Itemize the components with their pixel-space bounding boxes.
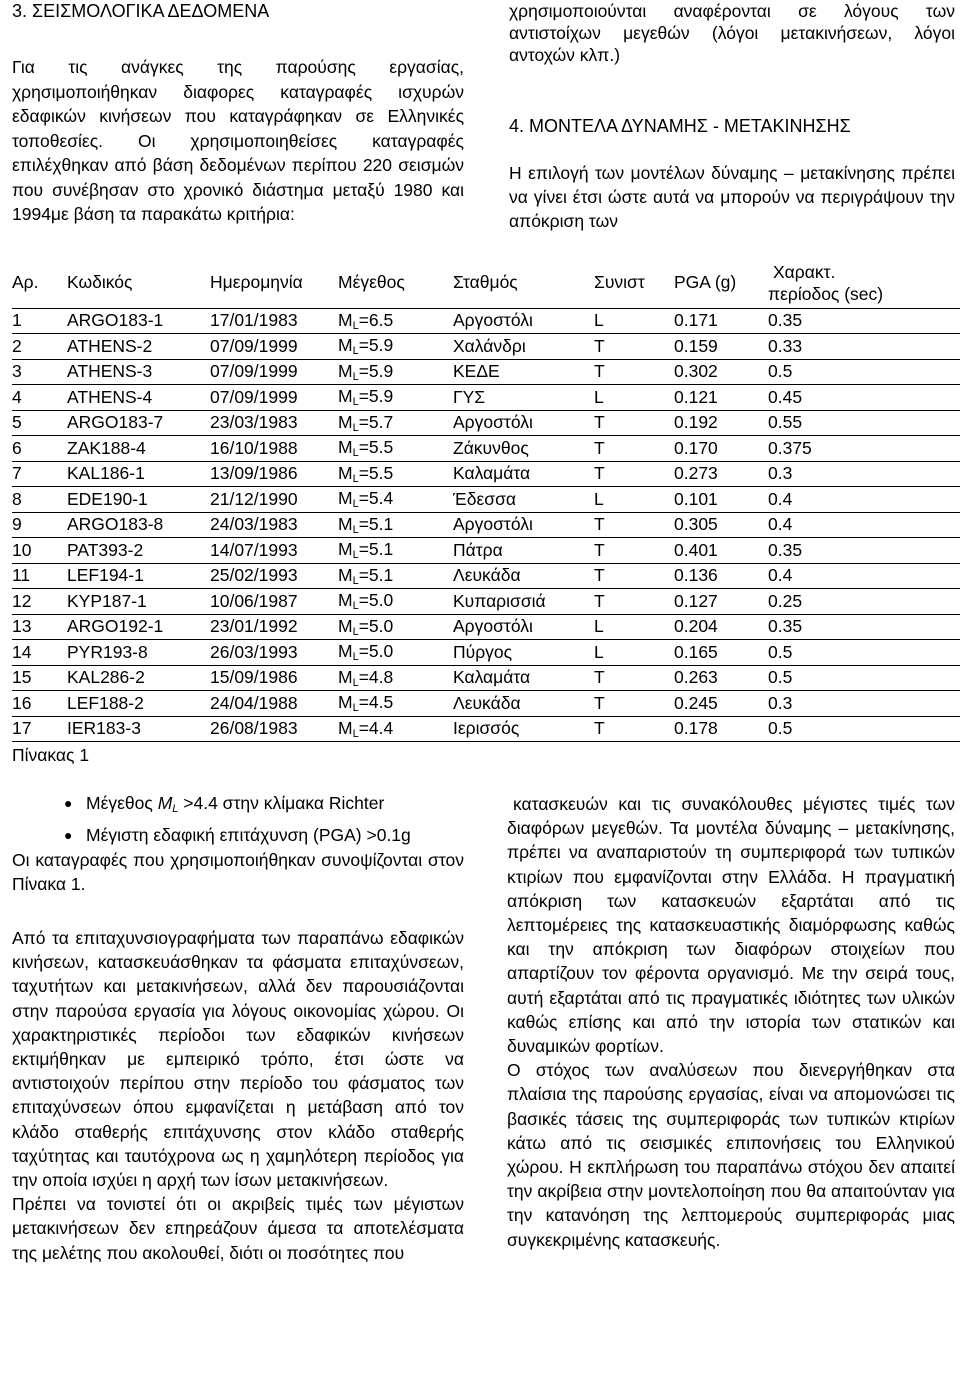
cell-station: Πύργος [453,640,594,666]
cell-pga: 0.170 [674,436,768,462]
cell-period: 0.5 [768,640,960,666]
cell-comp: T [594,665,674,691]
cell-station: Λευκάδα [453,691,594,717]
table-row [12,512,960,538]
cell-mag: $M_L=5.5$ [338,436,453,462]
displacement-note-paragraph: Πρέπει να τονιστεί ότι οι ακριβείς τιμές των μέγιστων μετακινήσεων δεν επηρεάζουν άμεσα τα αποτελέσματα της μελέτης που ακολουθεί, διότι οι ποσότητες που [12,1194,464,1263]
cell-comp: L [594,385,674,411]
cell-comp: T [594,563,674,589]
cell-code: KYP187-1 [67,589,210,615]
cell-date: 23/01/1992 [210,614,338,640]
cell-no: 1 [12,308,67,334]
cell-station: Ζάκυνθος [453,436,594,462]
cell-period: 0.25 [768,589,960,615]
table-row [12,538,960,564]
header-magnitude: Μέγεθος [338,258,453,308]
cell-no: 16 [12,691,67,717]
cell-station: Καλαμάτα [453,461,594,487]
cell-comp: T [594,589,674,615]
cell-no: 11 [12,563,67,589]
table-row [12,334,960,360]
cell-code: PAT393-2 [67,538,210,564]
cell-date: 24/03/1983 [210,512,338,538]
header-date: Ημερομηνία [210,258,338,308]
cell-period: 0.35 [768,308,960,334]
cell-pga: 0.178 [674,716,768,742]
cell-period: 0.5 [768,716,960,742]
cell-pga: 0.401 [674,538,768,564]
cell-pga: 0.204 [674,614,768,640]
header-no: Αρ. [12,258,67,308]
cell-code: IER183-3 [67,716,210,742]
cell-no: 2 [12,334,67,360]
criteria-item-magnitude: ● Μέγεθος $M_L >4.4$ στην κλίμακα Richter [64,793,385,815]
table-row [12,665,960,691]
cell-date: 21/12/1990 [210,487,338,513]
cell-code: ARGO183-7 [67,410,210,436]
cell-no: 9 [12,512,67,538]
cell-date: 24/04/1988 [210,691,338,717]
table-row [12,640,960,666]
header-component: Συνιστ [594,258,674,308]
cell-pga: 0.302 [674,359,768,385]
cell-mag: $M_L=5.5$ [338,461,453,487]
cell-comp: T [594,512,674,538]
table-row [12,716,960,742]
cell-no: 15 [12,665,67,691]
table-body [12,308,960,742]
cell-date: 26/08/1983 [210,716,338,742]
summary-paragraph: Οι καταγραφές που χρησιμοποιήθηκαν συνοψίζονται στον Πίνακα 1. [12,850,464,894]
models-paragraph: κατασκευών και τις συνακόλουθες μέγιστες τιμές των διαφόρων μεγεθών. Τα μοντέλα δύναμης – μετακίνησης, πρέπει να αναπαριστούν τη συμπεριφορά των τυπικών κτιρίων που εμφανίζονται στην Ελλάδα. Η πραγματική απόκριση των κατασκευών εξαρτάται από τις λεπτομέρειες της κατασκευαστικής διαμόρφωσης καθώς και την απόκριση των διαφόρων στοιχείων που απαρτίζουν τον φέροντα οργανισμό. Με την σειρά τους, αυτή εξαρτάται από τις πραγματικές ιδιότητες των υλικών καθώς επίσης και από την ιστορία των στατικών και δυναμικών φορτίων. [507,794,955,1057]
cell-mag: $M_L=5.1$ [338,538,453,564]
cell-comp: T [594,436,674,462]
cell-no: 17 [12,716,67,742]
cell-mag: $M_L=5.7$ [338,410,453,436]
table-row [12,614,960,640]
table-row [12,385,960,411]
cell-period: 0.4 [768,487,960,513]
cell-code: ATHENS-4 [67,385,210,411]
cell-period: 0.45 [768,385,960,411]
cell-date: 14/07/1993 [210,538,338,564]
continued-paragraph: χρησιμοποιούνται αναφέρονται σε λόγους των αντιστοίχων μεγεθών (λόγοι μετακινήσεων, λόγοι αντοχών κλπ.) [509,1,955,65]
left-column-top [12,0,464,227]
cell-code: EDE190-1 [67,487,210,513]
cell-pga: 0.192 [674,410,768,436]
cell-period: 0.3 [768,691,960,717]
cell-code: ARGO183-8 [67,512,210,538]
cell-mag: $M_L=5.9$ [338,359,453,385]
earthquake-records-table-container [12,258,960,742]
cell-pga: 0.305 [674,512,768,538]
cell-station: Κυπαρισσιά [453,589,594,615]
cell-mag: $M_L=4.4$ [338,716,453,742]
cell-date: 07/09/1999 [210,334,338,360]
bullet-icon: ● [64,795,73,811]
table-row [12,691,960,717]
criteria-list [12,792,464,848]
cell-comp: T [594,359,674,385]
cell-date: 25/02/1993 [210,563,338,589]
cell-comp: T [594,691,674,717]
cell-period: 0.35 [768,538,960,564]
cell-no: 10 [12,538,67,564]
cell-date: 10/06/1987 [210,589,338,615]
cell-station: ΓΥΣ [453,385,594,411]
cell-station: Έδεσσα [453,487,594,513]
header-characteristic-period [768,258,960,308]
table-header-row [12,258,960,308]
cell-mag: $M_L=5.0$ [338,640,453,666]
cell-mag: $M_L=5.9$ [338,385,453,411]
cell-pga: 0.165 [674,640,768,666]
cell-mag: $M_L=4.8$ [338,665,453,691]
cell-station: Αργοστόλι [453,614,594,640]
cell-code: KAL286-2 [67,665,210,691]
earthquake-records-table [12,258,960,742]
cell-comp: L [594,308,674,334]
cell-period: 0.4 [768,563,960,589]
cell-pga: 0.171 [674,308,768,334]
cell-date: 16/10/1988 [210,436,338,462]
cell-pga: 0.127 [674,589,768,615]
cell-no: 13 [12,614,67,640]
cell-pga: 0.273 [674,461,768,487]
cell-no: 14 [12,640,67,666]
cell-comp: T [594,538,674,564]
cell-code: ARGO192-1 [67,614,210,640]
table-row [12,461,960,487]
cell-no: 6 [12,436,67,462]
cell-comp: L [594,487,674,513]
cell-code: PYR193-8 [67,640,210,666]
cell-period: 0.375 [768,436,960,462]
header-period-line2: περίοδος (sec) [768,283,884,304]
cell-no: 4 [12,385,67,411]
table-row [12,410,960,436]
left-column-bottom [12,792,464,1265]
cell-station: Λευκάδα [453,563,594,589]
header-period-line1: Χαρακτ. [773,261,836,282]
cell-date: 15/09/1986 [210,665,338,691]
header-station: Σταθμός [453,258,594,308]
table-row [12,436,960,462]
cell-pga: 0.159 [674,334,768,360]
cell-mag: $M_L=5.4$ [338,487,453,513]
cell-mag: $M_L=5.1$ [338,512,453,538]
cell-mag: $M_L=5.1$ [338,563,453,589]
cell-comp: L [594,614,674,640]
table-row [12,589,960,615]
cell-no: 3 [12,359,67,385]
cell-date: 26/03/1993 [210,640,338,666]
table-row [12,308,960,334]
right-column-top [509,0,955,233]
cell-pga: 0.263 [674,665,768,691]
table-row [12,487,960,513]
cell-date: 23/03/1983 [210,410,338,436]
cell-date: 17/01/1983 [210,308,338,334]
cell-mag: $M_L=6.5$ [338,308,453,334]
cell-station: Χαλάνδρι [453,334,594,360]
cell-station: Πάτρα [453,538,594,564]
cell-period: 0.33 [768,334,960,360]
cell-no: 8 [12,487,67,513]
cell-period: 0.55 [768,410,960,436]
cell-code: KAL186-1 [67,461,210,487]
cell-station: Αργοστόλι [453,410,594,436]
cell-date: 07/09/1999 [210,359,338,385]
section-3-heading: 3. ΣΕΙΣΜΟΛΟΓΙΚΑ ΔΕΔΟΜΕΝΑ [12,1,270,21]
spectra-paragraph: Από τα επιταχυνσιογραφήματα των παραπάνω εδαφικών κινήσεων, κατασκευάσθηκαν τα φάσματα επιταχύνσεων, ταχυτήτων και μετακινήσεων, αλλά δεν παρουσιάζονται στην παρούσα εργασία για λόγους οικονομίας χώρου. Οι χαρακτηριστικές περίοδοι των εδαφικών κινήσεων εκτιμήθηκαν με εμπειρικό τρόπο, έτσι ώστε να αντιστοιχούν περίπου στην περίοδο του φάσματος των επιταχύνσεων όπου εμφανίζεται η μετάβαση από τον κλάδο σταθερής επιτάχυνσης στον κλάδο σταθερής ταχύτητας και ταυτόχρονα ως η χαμηλότερη περίοδος για την οποία ισχύει η αρχή των ίσων μετακινήσεων. [12,928,464,1191]
cell-mag: $M_L=5.9$ [338,334,453,360]
cell-code: ATHENS-3 [67,359,210,385]
criteria-item-pga: ● Μέγιστη εδαφική επιτάχυνση (PGA) >0.1g [86,823,464,848]
cell-code: LEF188-2 [67,691,210,717]
section-4-paragraph: Η επιλογή των μοντέλων δύναμης – μετακίνησης πρέπει να γίνει έτσι ώστε αυτά να μπορούν να περιγράψουν την απόκριση των [509,163,955,231]
cell-station: Αργοστόλι [453,512,594,538]
cell-comp: L [594,640,674,666]
header-pga: PGA (g) [674,258,768,308]
cell-period: 0.5 [768,665,960,691]
cell-period: 0.4 [768,512,960,538]
section-3-paragraph: Για τις ανάγκες της παρούσης εργασίας, χρησιμοποιήθηκαν διαφορες καταγραφές ισχυρών εδαφικών κινήσεων που καταγράφηκαν σε Ελληνικές τοποθεσίες. Οι χρησιμοποιηθείσες καταγραφές επιλέχθηκαν από βάση δεδομένων περίπου 220 σεισμών που συνέβησαν στο χρονικό διάστημα μεταξύ 1980 και 1994με βάση τα παρακάτω κριτήρια: [12,57,464,224]
cell-comp: T [594,410,674,436]
cell-mag: $M_L=5.0$ [338,614,453,640]
cell-comp: T [594,334,674,360]
section-4-heading: 4. ΜΟΝΤΕΛΑ ΔΥΝΑΜΗΣ - ΜΕΤΑΚΙΝΗΣΗΣ [509,116,851,136]
cell-period: 0.5 [768,359,960,385]
cell-station: Καλαμάτα [453,665,594,691]
cell-comp: T [594,461,674,487]
analysis-goal-paragraph: Ο στόχος των αναλύσεων που διενεργήθηκαν στα πλαίσια της παρούσης εργασίας, είναι να απομονώσει τις βασικές τάσεις της συμπεριφοράς των τυπικών κτιρίων κάτω από τις σεισμικές επιπονήσεις του Ελληνικού χώρου. Η εκπλήρωση του παραπάνω στόχου δεν απαιτεί την ακρίβεια στην μοντελοποίηση που θα απαιτούνταν για την κατανόηση της λεπτομερούς συμπεριφοράς μιας συγκεκριμένης κατασκευής. [507,1060,955,1250]
cell-station: ΚΕΔΕ [453,359,594,385]
cell-code: LEF194-1 [67,563,210,589]
right-column-bottom [507,792,955,1252]
cell-no: 7 [12,461,67,487]
cell-date: 07/09/1999 [210,385,338,411]
cell-comp: T [594,716,674,742]
cell-mag: $M_L=5.0$ [338,589,453,615]
header-code: Κωδικός [67,258,210,308]
bullet-icon: ● [64,827,73,843]
cell-date: 13/09/1986 [210,461,338,487]
cell-pga: 0.101 [674,487,768,513]
cell-pga: 0.136 [674,563,768,589]
cell-station: Ιερισσός [453,716,594,742]
cell-code: ZAK188-4 [67,436,210,462]
cell-code: ARGO183-1 [67,308,210,334]
cell-station: Αργοστόλι [453,308,594,334]
table-row [12,563,960,589]
cell-code: ATHENS-2 [67,334,210,360]
cell-period: 0.35 [768,614,960,640]
table-row [12,359,960,385]
cell-no: 12 [12,589,67,615]
cell-period: 0.3 [768,461,960,487]
cell-no: 5 [12,410,67,436]
cell-pga: 0.121 [674,385,768,411]
cell-pga: 0.245 [674,691,768,717]
cell-mag: $M_L=4.5$ [338,691,453,717]
table-caption: Πίνακας 1 [12,745,90,765]
